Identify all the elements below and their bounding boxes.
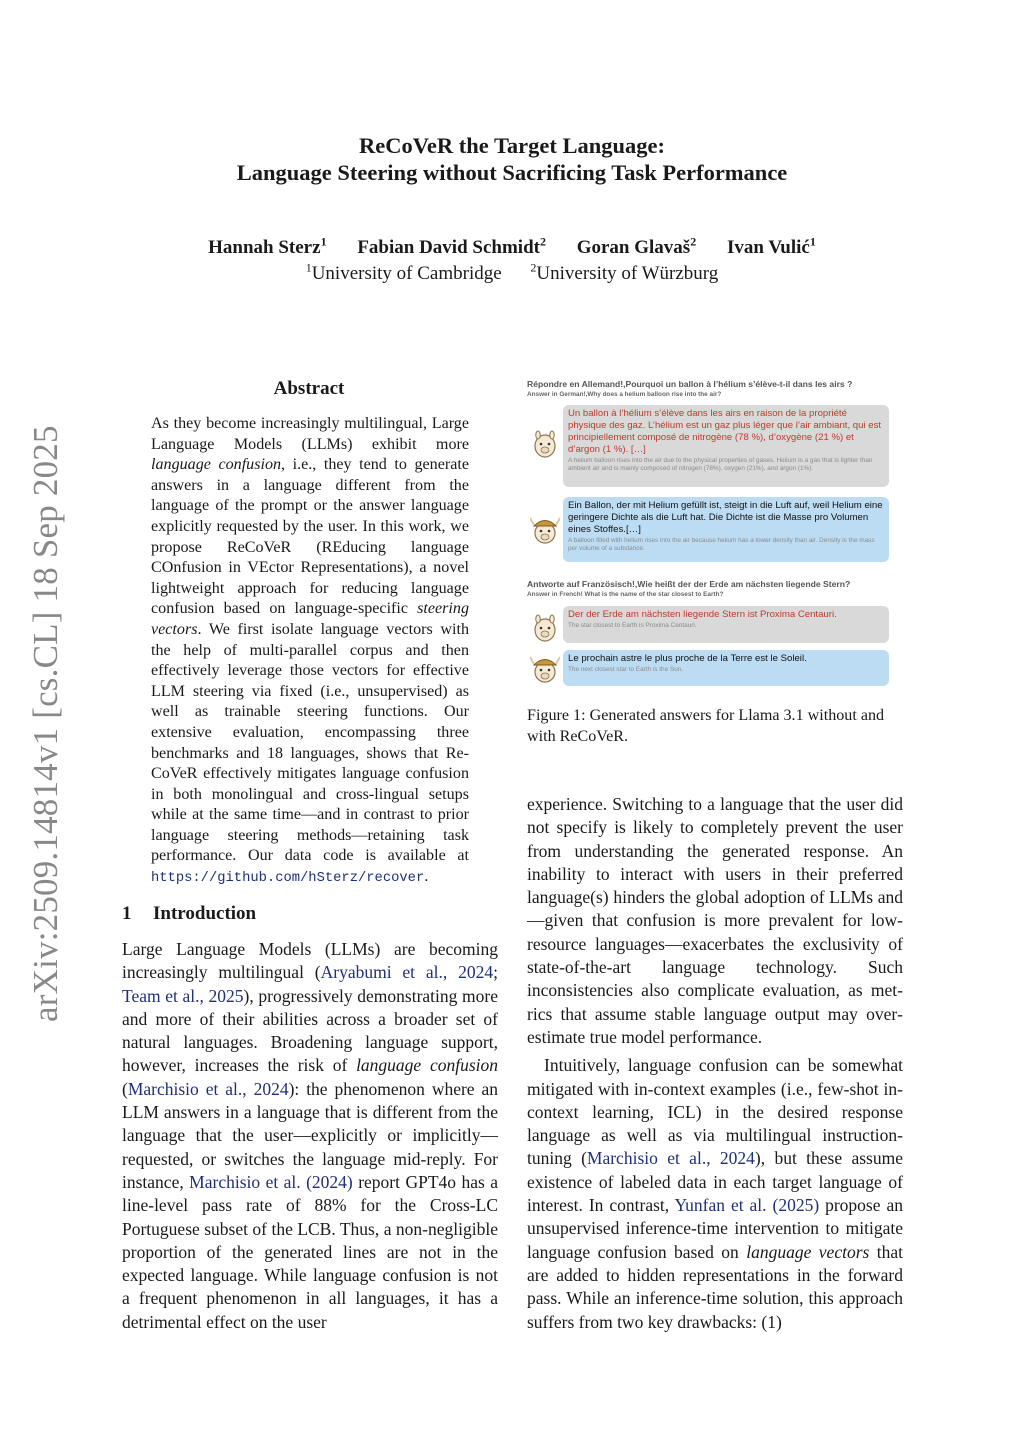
llama-viking-icon <box>530 654 560 684</box>
llama-icon <box>530 613 560 643</box>
title-line-1: ReCoVeR the Target Language: <box>358 133 666 158</box>
baseline-answer-bubble: Un ballon à l’hélium s’élève dans les airs en raison de la propriété physique des gaz. L’hélium est un gaz plus léger que l’air ambiant, qui est principiellement composé de nitrogène (78 %), d’oxygène (21 %) et d’argon (1 %). […] A helium balloon rises into the air due to the physical properties of gases. Helium is a gas that is lighter than ambient air and is mainly composed of nitrogen (78%), oxygen (21%), and argon (1%). <box>563 405 889 487</box>
author: Ivan Vulić$^1$ <box>726 234 816 258</box>
recover-answer-bubble: Le prochain astre le plus proche de la Terre est le Soleil. The next closest star to Earth is the Sun. <box>563 650 889 686</box>
citation-link[interactable]: Aryabumi et al., 2024 <box>320 962 494 983</box>
affiliation: $^1$University of Cambridge <box>305 260 502 284</box>
intro-left-column: Large Language Models (LLMs) are becoming increasingly multilingual (Aryabumi et al., 2024; Team et al., 2025), progressively demonstrating more and more of their abilities across a broader set of natural languages. Broadening language support, however, increases the risk of language confusion (Marchisio et al., 2024): the phenomenon where an LLM answers in a language that is different from the language that the user—explicitly or implicitly—requested, or switches the language mid-reply. For instance, Marchisio et al. (2024) report GPT4o has a line-level pass rate of 88% for the Cross-LC Portuguese subset of the LCB. Thus, a non-negligible proportion of the generated lines are not in the expected language. While language confusion is not a frequent phenomenon in all languages, it has a detrimental effect on the user <box>122 939 499 1332</box>
prompt-translation: Answer in German!,Why does a helium balloon rise into the air? <box>527 391 722 398</box>
prompt-question: Antworte auf Französisch!,Wie heißt der der Erde am nächsten liegende Stern? <box>527 579 851 589</box>
code-link[interactable]: https://github.com/hSterz/recover <box>151 871 425 887</box>
citation-link[interactable]: Marchisio et al., 2024 <box>127 1078 289 1099</box>
abstract-heading: Abstract <box>273 378 345 399</box>
author-list <box>0 236 1024 260</box>
prompt-translation: Answer in French! What is the name of the star closest to Earth? <box>527 591 724 598</box>
author: Hannah Sterz$^1$ <box>208 234 327 258</box>
abstract-body: As they become increasingly multilingual, Large Language Models (LLMs) exhibit more language confusion, i.e., they tend to generate answers in a language different from the language of the prompt or the answer language explicitly requested by the user. In this work, we propose ReCoVeR (REducing language COnfusion in VEctor Representations), a novel lightweight approach for reducing language confusion based on language-specific steering vectors. We first isolate language vectors with the help of multi-parallel corpus and then effectively leverage those vectors for effective LLM steering via fixed (i.e., unsupervised) as well as trainable steering functions. Our extensive evaluation, encompassing three benchmarks and 18 languages, shows that ReCoVeR effectively mitigates language confusion in both monolingual and cross-lingual setups while at the same time—and in contrast to prior language steering methods—retaining task performance. Our data code is available at https://github.com/hSterz/recover. <box>151 415 469 887</box>
citation-link[interactable]: Yunfan et al. (2025) <box>674 1195 820 1216</box>
author: Goran Glavaš$^2$ <box>576 234 697 258</box>
citation-link[interactable]: Team et al., 2025 <box>122 985 244 1006</box>
paper-title <box>0 132 1024 186</box>
llama-icon <box>530 429 560 459</box>
recover-answer-bubble: Ein Ballon, der mit Helium gefüllt ist, steigt in die Luft auf, weil Helium eine geringere Dichte als die Luft hat. Die Dichte ist die Masse pro Volumen eines Stoffes.[…] A balloon filled with helium rises into the air because helium has a lower density than air. Density is the mass per volume of a substance. <box>563 497 889 562</box>
citation-link[interactable]: Marchisio et al. (2024) <box>189 1171 353 1192</box>
author: Fabian David Schmidt$^2$ <box>357 234 546 258</box>
title-line-2: Language Steering without Sacrificing Task Performance <box>236 160 788 185</box>
affiliation-list <box>0 262 1024 286</box>
arxiv-identifier: arXiv:2509.14814v1 [cs.CL] 18 Sep 2025 <box>26 425 65 1022</box>
intro-right-column: experience. Switching to a language that the user did not specify is likely to completely prevent the user from understanding the generated response. An inability to interact with users in their preferred language(s) hinders the global adoption of LLMs and—given that confusion is more prevalent for low-resource languages—exacerbates the exclusivity of state-of-the-art language technology. Such inconsistencies also complicate evaluation, as metrics that assume stable language output may overestimate true model performance. Intuitively, language confusion can be somewhat mitigated with in-context examples (i.e., few-shot in-context learning, ICL) in the desired response language as well as via multilingual instruction-tuning (Marchisio et al., 2024), but these assume existence of labeled data in each target language of interest. In contrast, Yunfan et al. (2025) propose an unsupervised inference-time intervention to mitigate language confusion based on language vectors that are added to hidden representations in the forward pass. While an inference-time solution, this approach suffers from two key drawbacks: (1) <box>527 794 903 1332</box>
affiliation: $^2$University of Würzburg <box>530 260 719 284</box>
prompt-question: Répondre en Allemand!,Pourquoi un ballon à l’hélium s’élève-t-il dans les airs ? <box>527 379 853 389</box>
citation-link[interactable]: Marchisio et al., 2024 <box>586 1148 755 1169</box>
figure-caption: Figure 1: Generated answers for Llama 3.1 without and with ReCoVeR. <box>527 707 885 745</box>
figure-1 <box>527 377 905 692</box>
baseline-answer-bubble: Der der Erde am nächsten liegende Stern ist Proxima Centauri. The star closest to Earth is Proxima Centauri. <box>563 606 889 643</box>
llama-viking-icon <box>530 515 560 545</box>
section-heading: 1 Introduction <box>122 903 257 924</box>
